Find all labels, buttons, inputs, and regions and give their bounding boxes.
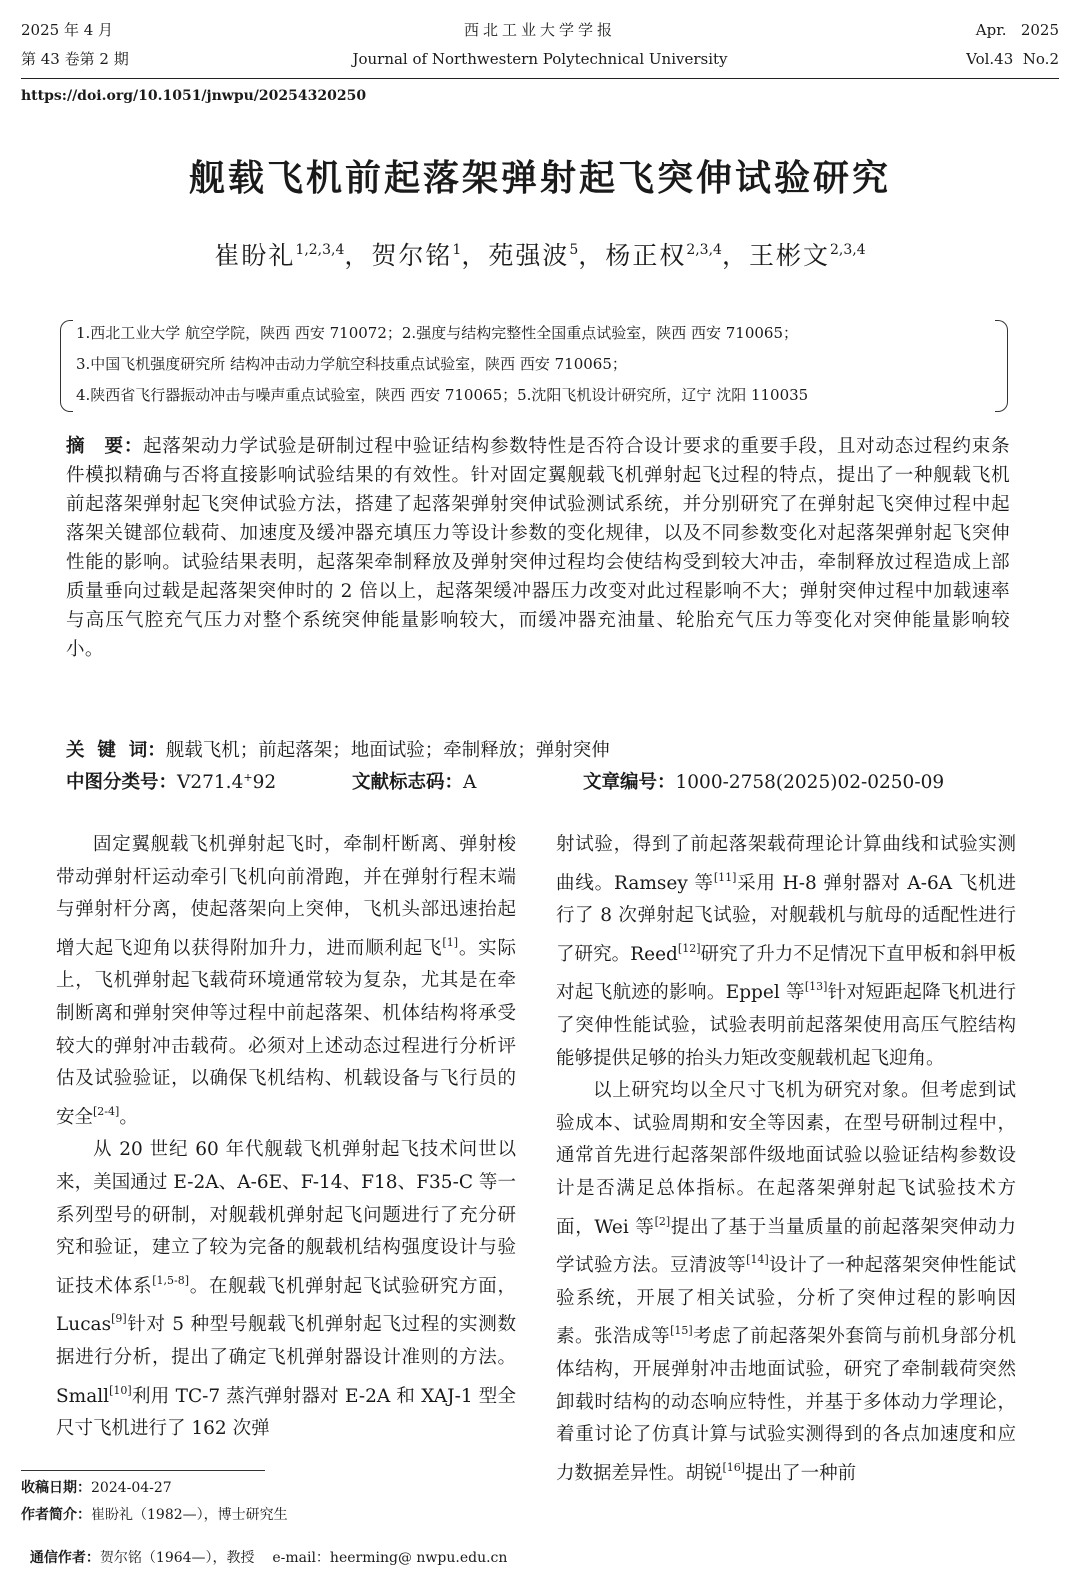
journal-name-en: Journal of Northwestern Polytechnical University [352,50,728,68]
received-value: 2024-04-27 [91,1480,172,1496]
author-name: 王彬文 [748,241,830,270]
citation-ref[interactable]: [10] [109,1383,132,1397]
right-brace [995,320,1008,412]
body-column-left [56,829,516,1446]
author-name: 崔盼礼 [214,241,296,270]
doc-value: A [463,772,477,793]
body-text: 设计了一种起落架突伸性能试验系统，开展了相关试验，分析了突伸过程的影响因素。张浩成等 [556,1255,1016,1348]
clc-sup: + [243,770,253,784]
citation-ref[interactable]: [1] [442,935,459,949]
body-text: 利用 TC-7 蒸汽弹射器对 E-2A 和 XAJ-1 型全尺寸飞机进行了 162 次弹 [56,1385,516,1440]
affiliation-line: 3.中国飞机强度研究所 结构冲击动力学航空科技重点试验室，陕西 西安 710065； [76,355,627,373]
body-text: 以上研究均以全尺寸飞机为研究对象。但考虑到试验成本、试验周期和安全等因素，在型号研制过程中，通常首先进行起落架部件级地面试验以验证结构参数设计是否满足总体指标。在起落架弹射起飞试验技术方面，Wei 等 [556,1080,1016,1238]
author-name: 贺尔铭 [371,241,453,270]
body-text: 考虑了前起落架外套筒与前机身部分机体结构，开展弹射冲击地面试验，研究了牵制载荷突然卸载时结构的动态响应特性，并基于多体动力学理论，着重讨论了仿真计算与试验实测得到的各点加速度和应力数据差异性。胡锐 [556,1326,1016,1484]
body-paragraph [56,829,516,1134]
body-text: 射试验，得到了前起落架载荷理论计算曲线和试验实测曲线。Ramsey 等 [556,834,1016,894]
citation-ref[interactable]: [11] [713,870,737,884]
body-text: 研究了升力不足情况下直甲板和斜甲板对起飞航迹的影响。Eppel 等 [556,943,1016,1004]
abstract [66,432,1010,664]
body-text: 采用 H-8 弹射器对 A-6A 飞机进行了 8 次弹射起飞试验，对舰载机与航母的适配性进行了研究。Reed [556,872,1017,965]
author-name: 苑强波 [488,241,570,270]
citation-ref[interactable]: [1,5-8] [152,1273,189,1287]
author-name: 杨正权 [605,241,687,270]
art-value: 1000-2758(2025)02-0250-09 [675,772,945,793]
citation-ref[interactable]: [9] [111,1312,127,1326]
footnote-rule [21,1470,265,1471]
article-number [583,768,944,794]
author-affiliation-index: 1 [452,242,462,258]
author-bio-value: 崔盼礼（1982—），博士研究生 [91,1507,288,1523]
keywords [66,736,610,762]
body-text: 。 [119,1106,138,1128]
body-text: 。在舰载飞机弹射起飞试验研究方面，Lucas [56,1275,516,1336]
body-text: 从 20 世纪 60 年代舰载飞机弹射起飞技术问世以来，美国通过 E-2A、A-6E、F-14、F18、F35-C 等一系列型号的研制，对舰载机弹射起飞问题进行了充分研究和验证，建立了较为完备的舰载机结构强度设计与验证技术体系 [56,1139,516,1297]
citation-ref[interactable]: [12] [677,941,701,955]
body-paragraph [56,1134,516,1445]
body-text: 针对 5 种型号舰载飞机弹射起飞过程的实测数据进行分析，提出了确定飞机弹射器设计准则的方法。Small [56,1314,516,1407]
citation-ref[interactable]: [16] [722,1460,746,1474]
author-separator: ， [578,241,606,270]
affiliation-line: 1.西北工业大学 航空学院，陕西 西安 710072；2.强度与结构完整性全国重点试验室，陕西 西安 710065； [76,324,798,342]
affiliation-block [60,320,1008,412]
body-text: 针对短距起降飞机进行了突伸性能试验，试验表明前起落架使用高压气腔结构能够提供足够的抬头力矩改变舰载机起飞迎角。 [556,982,1016,1069]
body-text: 固定翼舰载飞机弹射起飞时，牵制杆断离、弹射梭带动弹射杆运动牵引飞机向前滑跑，并在弹射行程末端与弹射杆分离，使起落架向上突伸，飞机头部迅速抬起增大起飞迎角以获得附加升力，进而顺利起飞 [56,834,516,959]
author-affiliation-index: 2,3,4 [686,242,722,258]
citation-ref[interactable]: [14] [746,1253,769,1267]
received-date [21,1477,172,1497]
clc-value: V271.4 [177,772,244,793]
volume-issue: 第 43 卷第 2 期 [21,50,129,68]
issue-date-en: Apr. 2025 [975,21,1059,39]
citation-ref[interactable]: [2-4] [93,1104,120,1118]
abstract-label: 摘 要： [66,436,144,457]
body-paragraph [556,1075,1016,1490]
author-separator: ， [721,241,749,270]
header-rule [21,78,1059,79]
paper-title: 舰载飞机前起落架弹射起飞突伸试验研究 [188,158,891,199]
affiliation-line: 4.陕西省飞行器振动冲击与噪声重点试验室，陕西 西安 710065；5.沈阳飞机设计研究所，辽宁 沈阳 110035 [76,386,809,404]
journal-name-cn: 西北工业大学学报 [463,21,616,39]
clc-number [66,768,276,794]
abstract-text: 起落架动力学试验是研制过程中验证结构参数特性是否符合设计要求的重要手段，且对动态过程约束条件模拟精确与否将直接影响试验结果的有效性。针对固定翼舰载飞机弹射起飞过程的特点，提出了一种舰载飞机前起落架弹射起飞突伸试验方法，搭建了起落架弹射突伸试验测试系统，并分别研究了在弹射起飞突伸过程中起落架关键部位载荷、加速度及缓冲器充填压力等设计参数的变化规律，以及不同参数变化对起落架弹射起飞突伸性能的影响。试验结果表明，起落架牵制释放及弹射突伸过程均会使结构受到较大冲击，牵制释放过程造成上部质量垂向过载是起落架突伸时的 2 倍以上，起落架缓冲器压力改变对此过程影响不大；弹射突伸过程中加载速率与高压气腔充气压力对整个系统突伸能量影响较大，而缓冲器充油量、轮胎充气压力等变化对突伸能量影响较小。 [66,436,1010,660]
corr-value: 贺尔铭（1964—），教授 e-mail：heerming@ nwpu.edu.cn [99,1550,508,1566]
issue-date: 2025 年 4 月 [21,21,114,39]
left-brace [60,320,73,412]
author-affiliation-index: 1,2,3,4 [295,242,345,258]
header-center [0,16,1080,74]
received-label: 收稿日期： [21,1480,91,1496]
author-separator: ， [461,241,489,270]
author-list [0,236,1080,272]
header-right [966,16,1059,74]
keywords-label: 关 键 词： [66,740,166,761]
citation-ref[interactable]: [2] [654,1214,671,1228]
corr-label: 通信作者： [29,1550,100,1566]
volume-issue-en: Vol.43 No.2 [966,50,1059,68]
clc-tail: 92 [252,772,277,793]
body-paragraph [556,829,1016,1075]
doi-link[interactable]: https://doi.org/10.1051/jnwpu/20254320250 [21,88,367,104]
citation-ref[interactable]: [15] [670,1324,693,1338]
author-affiliation-index: 5 [569,242,579,258]
art-label: 文章编号： [583,772,676,793]
author-bio [21,1504,288,1524]
body-text: 提出了基于当量质量的前起落架突伸动力学试验方法。豆清波等 [556,1216,1016,1277]
author-bio-label: 作者简介： [21,1507,91,1523]
keywords-text: 舰载飞机；前起落架；地面试验；牵制释放；弹射突伸 [165,740,610,761]
body-column-right [556,829,1016,1490]
clc-label: 中图分类号： [66,772,178,793]
author-affiliation-index: 2,3,4 [829,242,866,258]
document-code [352,768,476,794]
corresponding-author [21,1531,507,1567]
body-text: 。实际上，飞机弹射起飞载荷环境通常较为复杂，尤其是在牵制断离和弹射突伸等过程中前起落架、机体结构将承受较大的弹射冲击载荷。必须对上述动态过程进行分析评估及试验验证，以确保飞机结构、机载设备与飞行员的安全 [56,937,516,1128]
body-text: 提出了一种前 [745,1462,857,1484]
citation-ref[interactable]: [13] [804,980,828,994]
doc-label: 文献标志码： [352,772,464,793]
author-separator: ， [344,241,372,270]
